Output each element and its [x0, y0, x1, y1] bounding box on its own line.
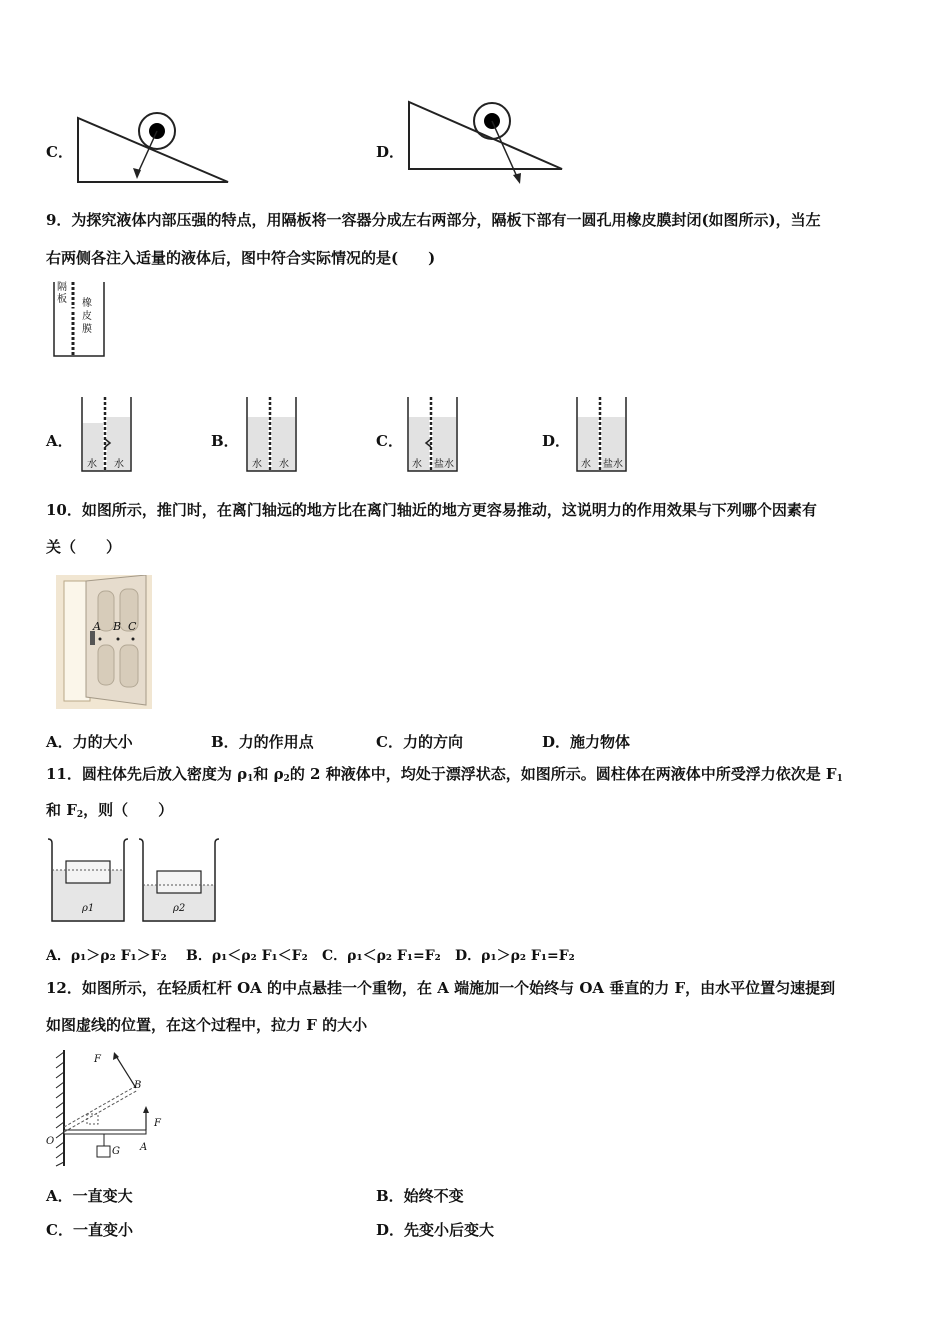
q9-label-partition-2: 板 [57, 294, 67, 305]
q9-stem-line2: 右两侧各注入适量的液体后，图中符合实际情况的是( ) [46, 249, 436, 267]
q12-option-c[interactable]: C．一直变小 [46, 1221, 133, 1239]
q10-point-a-label: A [93, 620, 101, 633]
q12-weight-label: G [112, 1146, 120, 1157]
q11-sub-4: 2 [76, 810, 84, 820]
q12-stem-line2: 如图虚线的位置，在这个过程中，拉力 F 的大小 [46, 1016, 368, 1034]
q11-option-a[interactable]: A．ρ₁＞ρ₂ F₁＞F₂ [46, 948, 167, 964]
q9-label-membrane-1: 橡 [82, 298, 92, 309]
q9-option-d-figure [575, 395, 629, 473]
q9-option-d-left-liquid: 水 [581, 459, 591, 470]
q10-option-c[interactable]: C．力的方向 [376, 733, 463, 751]
q12-option-a[interactable]: A．一直变大 [46, 1187, 133, 1205]
q8-option-d-label[interactable]: D． [376, 143, 405, 161]
q9-option-c-figure [406, 395, 460, 473]
q9-option-b-right-liquid: 水 [279, 459, 289, 470]
q11-stem-line1 [46, 756, 843, 797]
q12-force-top-label: F [94, 1054, 101, 1065]
q12-option-b[interactable]: B．始终不变 [376, 1187, 464, 1205]
q11-density-right: ρ2 [173, 903, 186, 914]
q12-point-a-label: A [140, 1142, 148, 1153]
q12-lever-figure [44, 1050, 174, 1168]
q11-stem-part5: ，则（ ） [83, 801, 174, 819]
q8-option-d-figure [400, 95, 570, 187]
q12-point-o-label: O [46, 1136, 55, 1147]
q10-option-a[interactable]: A．力的大小 [46, 733, 133, 751]
q9-option-c-right-liquid: 盐水 [434, 459, 454, 470]
q11-sub-1: 1 [247, 774, 254, 784]
q11-beaker-left [46, 835, 130, 925]
q10-point-b-label: B [113, 620, 122, 633]
q8-option-c-figure [70, 100, 240, 190]
q12-point-b-label: B [134, 1080, 142, 1091]
q11-option-c[interactable]: C．ρ₁＜ρ₂ F₁=F₂ [322, 948, 441, 964]
q9-option-a-right-liquid: 水 [114, 459, 124, 470]
q12-option-d[interactable]: D．先变小后变大 [376, 1221, 495, 1239]
q9-option-d-label[interactable]: D． [542, 432, 571, 450]
q9-option-b-label[interactable]: B． [211, 432, 239, 450]
q9-option-b-left-liquid: 水 [252, 459, 262, 470]
q10-stem-line1: 10．如图所示，推门时，在离门轴远的地方比在离门轴近的地方更容易推动，这说明力的作用效果与下列哪个因素有 [46, 501, 817, 519]
q11-stem-line2 [46, 792, 173, 833]
q9-option-a-figure [80, 395, 134, 473]
q9-option-d-right-liquid: 盐水 [603, 459, 623, 470]
q9-label-partition-1: 隔 [57, 282, 67, 293]
q11-stem-part1: 11．圆柱体先后放入密度为 ρ [46, 765, 248, 783]
q11-sub-2: 2 [283, 774, 290, 784]
q11-option-d[interactable]: D．ρ₁＞ρ₂ F₁=F₂ [455, 948, 575, 964]
q11-sub-3: 1 [836, 774, 843, 784]
q11-beaker-right [137, 835, 221, 925]
q10-option-b[interactable]: B．力的作用点 [211, 733, 314, 751]
q9-option-a-left-liquid: 水 [87, 459, 97, 470]
q10-stem-line2: 关（ ） [46, 538, 122, 556]
q9-option-c-label[interactable]: C． [376, 432, 403, 450]
q12-stem-line1: 12．如图所示，在轻质杠杆 OA 的中点悬挂一个重物，在 A 端施加一个始终与 OA 垂直的力 F，由水平位置匀速提到 [46, 979, 836, 997]
q9-stem-line1: 9．为探究液体内部压强的特点，用隔板将一容器分成左右两部分，隔板下部有一圆孔用橡皮膜封闭(如图所示)，当左 [46, 211, 821, 229]
q10-option-d[interactable]: D．施力物体 [542, 733, 631, 751]
q9-label-membrane-3: 膜 [82, 324, 92, 335]
q10-point-c-label: C [128, 620, 137, 633]
q9-option-a-label[interactable]: A． [46, 432, 73, 450]
q11-option-b[interactable]: B．ρ₁＜ρ₂ F₁＜F₂ [186, 948, 308, 964]
q10-door-figure [56, 575, 152, 709]
q11-stem-part4: 和 F [46, 801, 77, 819]
q9-option-c-left-liquid: 水 [412, 459, 422, 470]
q9-container-diagram [52, 280, 107, 358]
q9-label-membrane-2: 皮 [82, 311, 92, 322]
q11-density-left: ρ1 [82, 903, 95, 914]
q11-stem-part3: 的 2 种液体中，均处于漂浮状态，如图所示。圆柱体在两液体中所受浮力依次是 F [289, 765, 837, 783]
q9-option-b-figure [245, 395, 299, 473]
q12-force-right-label: F [154, 1118, 161, 1129]
q11-stem-part2: 和 ρ [253, 765, 284, 783]
q8-option-c-label[interactable]: C． [46, 143, 73, 161]
